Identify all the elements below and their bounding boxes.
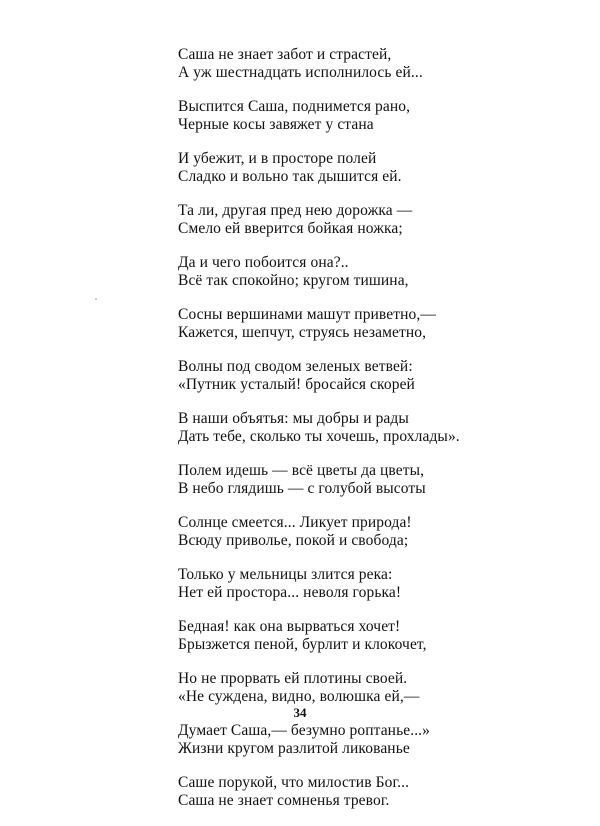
poem-line: Та ли, другая пред нею дорожка — <box>178 202 413 219</box>
stanza <box>178 46 578 82</box>
poem-line: Жизни кругом разлитой ликованье <box>178 740 410 757</box>
poem-line: Думает Саша,— безумно роптанье...» <box>178 722 430 739</box>
poem-line: Выспится Саша, поднимется рано, <box>178 98 411 115</box>
poem-line: Дать тебе, сколько ты хочешь, прохлады». <box>178 428 460 445</box>
poem-line: Полем идешь — всё цветы да цветы, <box>178 462 425 479</box>
poem-line: Кажется, шепчут, струясь незаметно, <box>178 324 427 341</box>
poem-line: Сладко и вольно так дышится ей. <box>178 168 402 185</box>
poem-line: В небо глядишь — с голубой высоты <box>178 480 426 497</box>
poem-line: Солнце смеется... Ликует природа! <box>178 514 412 531</box>
poem-line: Всюду приволье, покой и свобода; <box>178 532 409 549</box>
poem-line: Брызжется пеной, бурлит и клокочет, <box>178 636 427 653</box>
stanza <box>178 358 578 394</box>
poem-line: Нет ей простора... неволя горька! <box>178 584 402 601</box>
poem-line: Да и чего побоится она?.. <box>178 254 349 271</box>
poem-line: И убежит, и в просторе полей <box>178 150 377 167</box>
page-number: 34 <box>293 705 307 720</box>
stanza <box>178 462 578 498</box>
poem-line: Черные косы завяжет у стана <box>178 116 374 133</box>
poem-line: Саше порукой, что милостив Бог... <box>178 774 410 791</box>
poem-line: Всё так спокойно; кругом тишина, <box>178 272 409 289</box>
stanza <box>178 150 578 186</box>
stanza <box>178 254 578 290</box>
poem-line: Волны под сводом зеленых ветвей: <box>178 358 413 375</box>
poem-line: А уж шестнадцать исполнилось ей... <box>178 64 423 81</box>
poem-line: Но не прорвать ей плотины своей. <box>178 670 408 687</box>
stanza <box>178 722 578 758</box>
poem-line: Саша не знает сомненья тревог. <box>178 792 390 809</box>
poem-line: Саша не знает забот и страстей, <box>178 46 392 63</box>
stanza <box>178 98 578 134</box>
stanza <box>178 774 578 810</box>
poem-line: Сосны вершинами машут приветно,— <box>178 306 436 323</box>
stanza <box>178 410 578 446</box>
poem-line: Только у мельницы злится река: <box>178 566 393 583</box>
paper-speck <box>95 298 97 300</box>
stanza <box>178 618 578 654</box>
stanza <box>178 306 578 342</box>
stanza <box>178 202 578 238</box>
poem-line: Смело ей вверится бойкая ножка; <box>178 220 403 237</box>
stanza <box>178 566 578 602</box>
stanza <box>178 670 578 706</box>
poem-line: Бедная! как она вырваться хочет! <box>178 618 401 635</box>
stanza <box>178 514 578 550</box>
poem-line: В наши объятья: мы добры и рады <box>178 410 409 427</box>
poem-line: «Путник усталый! бросайся скорей <box>178 376 415 393</box>
poem-line: «Не суждена, видно, волюшка ей,— <box>178 688 420 705</box>
